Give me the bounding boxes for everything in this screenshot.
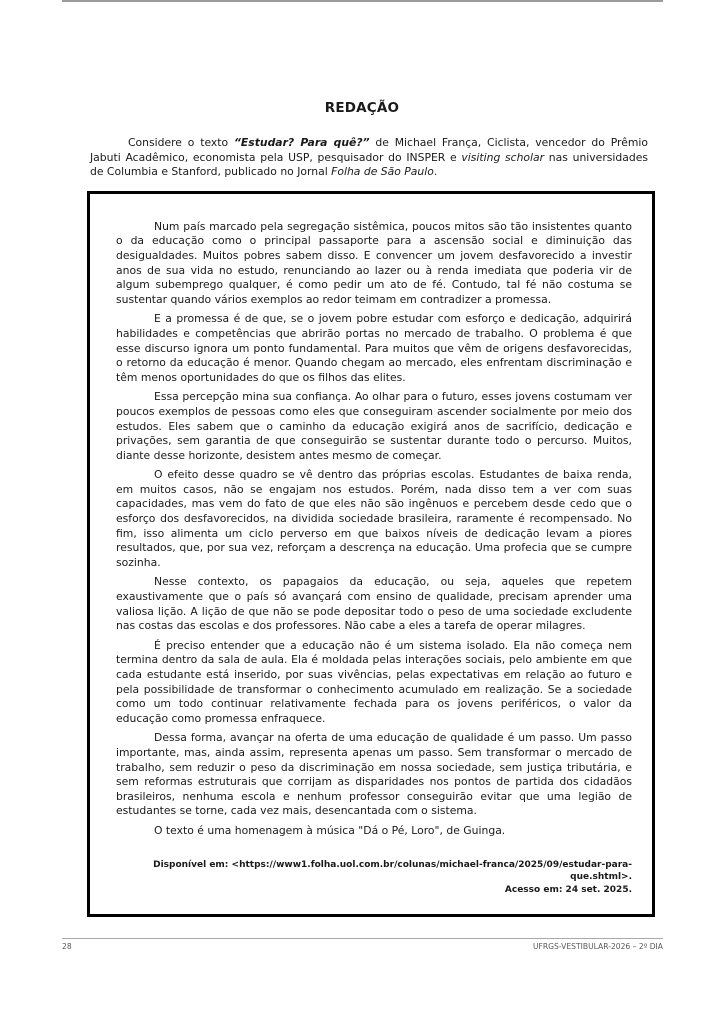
- text-paragraph: O texto é uma homenagem à música "Dá o Pé, Loro", de Guinga.: [154, 823, 506, 837]
- intro-newspaper-name: Folha de São Paulo: [331, 165, 434, 179]
- page-footer: [62, 942, 663, 951]
- intro-article-title: “Estudar? Para quê?”: [233, 136, 370, 149]
- text-paragraph: Nesse contexto, os papagaios da educação, ou seja, aqueles que repetem exaustivamente que o país só avançará com ensino de qualidade, precisam aprender uma valiosa lição. A lição de que não se pode depositar todo o peso de uma sociedade excludente nas costas das escolas e dos professores. Não cabe a eles a tarefa de operar milagres.: [116, 575, 632, 633]
- source-access-date: Acesso em: 24 set. 2025.: [504, 884, 632, 895]
- page-number: 28: [62, 942, 72, 952]
- text-paragraph: É preciso entender que a educação não é um sistema isolado. Ela não começa nem termina dentro da sala de aula. Ela é moldada pelas interações sociais, pelo ambiente em que cada estudante está inserido, por suas vivências, pelas expectativas em relação ao futuro e pela possibilidade de transformar o conhecimento acumulado em realização. Se a sociedade como um todo continuar relativamente fechada para os jovens periféricos, o valor da educação como promessa enfraquece.: [116, 638, 632, 725]
- intro-visiting-scholar: visiting scholar: [461, 150, 545, 164]
- exam-label: UFRGS-VESTIBULAR-2026 – 2º DIA: [532, 942, 663, 952]
- intro-paragraph: [90, 136, 648, 180]
- header-rule: [62, 0, 663, 86]
- text-paragraph: E a promessa é de que, se o jovem pobre estudar com esforço e dedicação, adquirirá habilidades e competências que abrirão portas no mercado de trabalho. O problema é que esse discurso ignora um ponto fundamental. Para muitos que vêm de origens desfavorecidas, o retorno da educação é menor. Quando chegam ao mercado, eles enfrentam discriminação e têm menos oportunidades do que os filhos das elites.: [116, 312, 632, 384]
- text-paragraph: Essa percepção mina sua confiança. Ao olhar para o futuro, esses jovens costumam ver poucos exemplos de pessoas como eles que conseguiram ascender socialmente por meio dos estudos. Eles sabem que o caminho da educação exigirá anos de sacrifício, dedicação e privações, sem garantia de que conseguirão se sustentar durante todo o percurso. Muitos, diante desse horizonte, desistem antes mesmo de começar.: [116, 390, 632, 462]
- source-url: Disponível em: <https://www1.folha.uol.com.br/colunas/michael-franca/2025/09/estudar-para-que.shtml>.: [153, 859, 632, 883]
- intro-text: nas universidades de Columbia e Stanford, publicado no Jornal: [90, 150, 648, 179]
- text-paragraph: Dessa forma, avançar na oferta de uma educação de qualidade é um passo. Um passo importante, mas, ainda assim, representa apenas um passo. Sem transformar o mercado de trabalho, sem reduzir o peso da discriminação em nossa sociedade, sem justiça tributária, e sem reformas estruturais que corrijam as disparidades nos pontos de partida dos cidadãos brasileiros, nenhuma escola e nenhum professor conseguirão evitar que uma legião de estudantes se torne, cada vez mais, desencantada com o sistema.: [116, 731, 632, 818]
- footer-rule: [62, 938, 663, 939]
- source-citation: [142, 859, 632, 897]
- reading-text-box: [87, 191, 655, 917]
- intro-text: de Michael França, Ciclista, vencedor do Prêmio Jabuti Acadêmico, economista pela USP, pesquisador do INSPER e: [90, 136, 648, 164]
- page-title: REDAÇÃO: [324, 100, 400, 116]
- intro-text: Considere o texto: [128, 136, 234, 149]
- text-paragraph: O efeito desse quadro se vê dentro das próprias escolas. Estudantes de baixa renda, em muitos casos, não se engajam nos estudos. Porém, nada disso tem a ver com suas capacidades, mas vem do fato de que eles não são ingênuos e percebem desde cedo que o esforço dos desfavorecidos, na dividida sociedade brasileira, raramente é recompensado. No fim, isso alimenta um ciclo perverso em que baixos níveis de dedicação levam a piores resultados, que, por sua vez, reforçam a descrença na educação. Uma profecia que se cumpre sozinha.: [116, 468, 632, 569]
- intro-text: .: [433, 165, 438, 179]
- text-paragraph: Num país marcado pela segregação sistêmica, poucos mitos são tão insistentes quanto o da educação como o principal passaporte para a ascensão social e diminuição das desigualdades. Muitos pobres sabem disso. E convencer um jovem desfavorecido a investir anos de sua vida no estudo, renunciando ao lazer ou à renda imediata que poderia vir de algum subemprego qualquer, é como pedir um ato de fé. Contudo, tal fé não costuma se sustentar quando vários exemplos ao redor teimam em contradizer a promessa.: [116, 219, 632, 306]
